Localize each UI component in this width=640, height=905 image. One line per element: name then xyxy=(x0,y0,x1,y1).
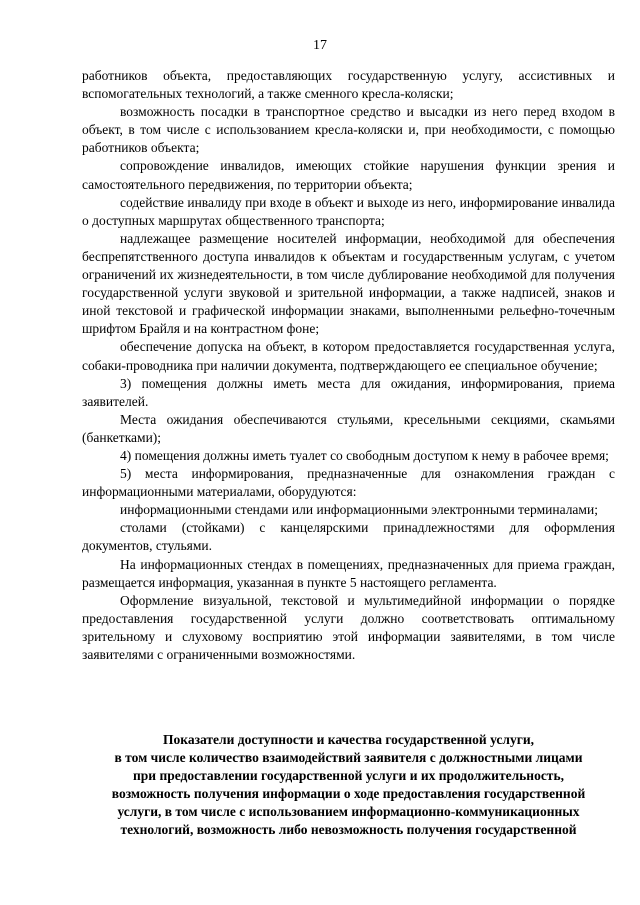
paragraph: столами (стойками) с канцелярскими принадлежностями для оформления документов, стульями. xyxy=(82,520,615,554)
paragraph: 4) помещения должны иметь туалет со свободным доступом к нему в рабочее время; xyxy=(120,447,609,463)
paragraph: надлежащее размещение носителей информации, необходимой для обеспечения беспрепятственного доступа инвалидов к объектам и государственным услугам, с учетом ограничений их жизнедеятельности, в том числе дублирование необходимой для получения государственной услуги звуковой и зрительной информации, а также надписей, знаков и иной текстовой и графической информации знаками, выполненными рельефно-точечным шрифтом Брайля и на контрастном фоне; xyxy=(82,230,615,337)
body-text xyxy=(82,67,615,664)
heading-line: Показатели доступности и качества государственной услуги, xyxy=(163,732,534,747)
heading-line: при предоставлении государственной услуги и их продолжительность, xyxy=(133,768,564,784)
heading-line: технологий, возможность либо невозможность получения государственной xyxy=(120,822,577,838)
paragraph: работников объекта, предоставляющих государственную услугу, ассистивных и вспомогательных технологий, а также сменного кресла-коляски; xyxy=(82,68,615,102)
paragraph: возможность посадки в транспортное средство и высадки из него перед входом в объект, в том числе с использованием кресла-коляски и, при необходимости, с помощью работников объекта; xyxy=(82,104,615,156)
page-number: 17 xyxy=(313,38,327,53)
paragraph: 5) места информирования, предназначенные для ознакомления граждан с информационными материалами, оборудуются: xyxy=(82,466,615,500)
heading-line: возможность получения информации о ходе предоставления государственной xyxy=(111,786,586,802)
paragraph: сопровождение инвалидов, имеющих стойкие нарушения функции зрения и самостоятельного передвижения, по территории объекта; xyxy=(82,158,615,192)
paragraph: обеспечение допуска на объект, в котором предоставляется государственная услуга, собаки-проводника при наличии документа, подтверждающего ее специальное обучение; xyxy=(82,339,615,373)
paragraph: 3) помещения должны иметь места для ожидания, информирования, приема заявителей. xyxy=(82,375,615,409)
heading-line: в том числе количество взаимодействий заявителя с должностными лицами xyxy=(114,750,583,766)
section-heading xyxy=(82,731,615,840)
paragraph: На информационных стендах в помещениях, предназначенных для приема граждан, размещается информация, указанная в пункте 5 настоящего регламента. xyxy=(82,556,615,590)
paragraph: содействие инвалиду при входе в объект и выходе из него, информирование инвалида о доступных маршрутах общественного транспорта; xyxy=(82,194,615,228)
heading-line: услуги, в том числе с использованием информационно-коммуникационных xyxy=(117,804,580,820)
paragraph: информационными стендами или информационными электронными терминалами; xyxy=(120,502,598,518)
paragraph: Места ожидания обеспечиваются стульями, кресельными секциями, скамьями (банкетками); xyxy=(82,411,615,445)
paragraph: Оформление визуальной, текстовой и мультимедийной информации о порядке предоставления государственной услуги должно соответствовать оптимальному зрительному и слуховому восприятию этой информации заявителями, в том числе заявителями с ограниченными возможностями. xyxy=(82,592,615,662)
